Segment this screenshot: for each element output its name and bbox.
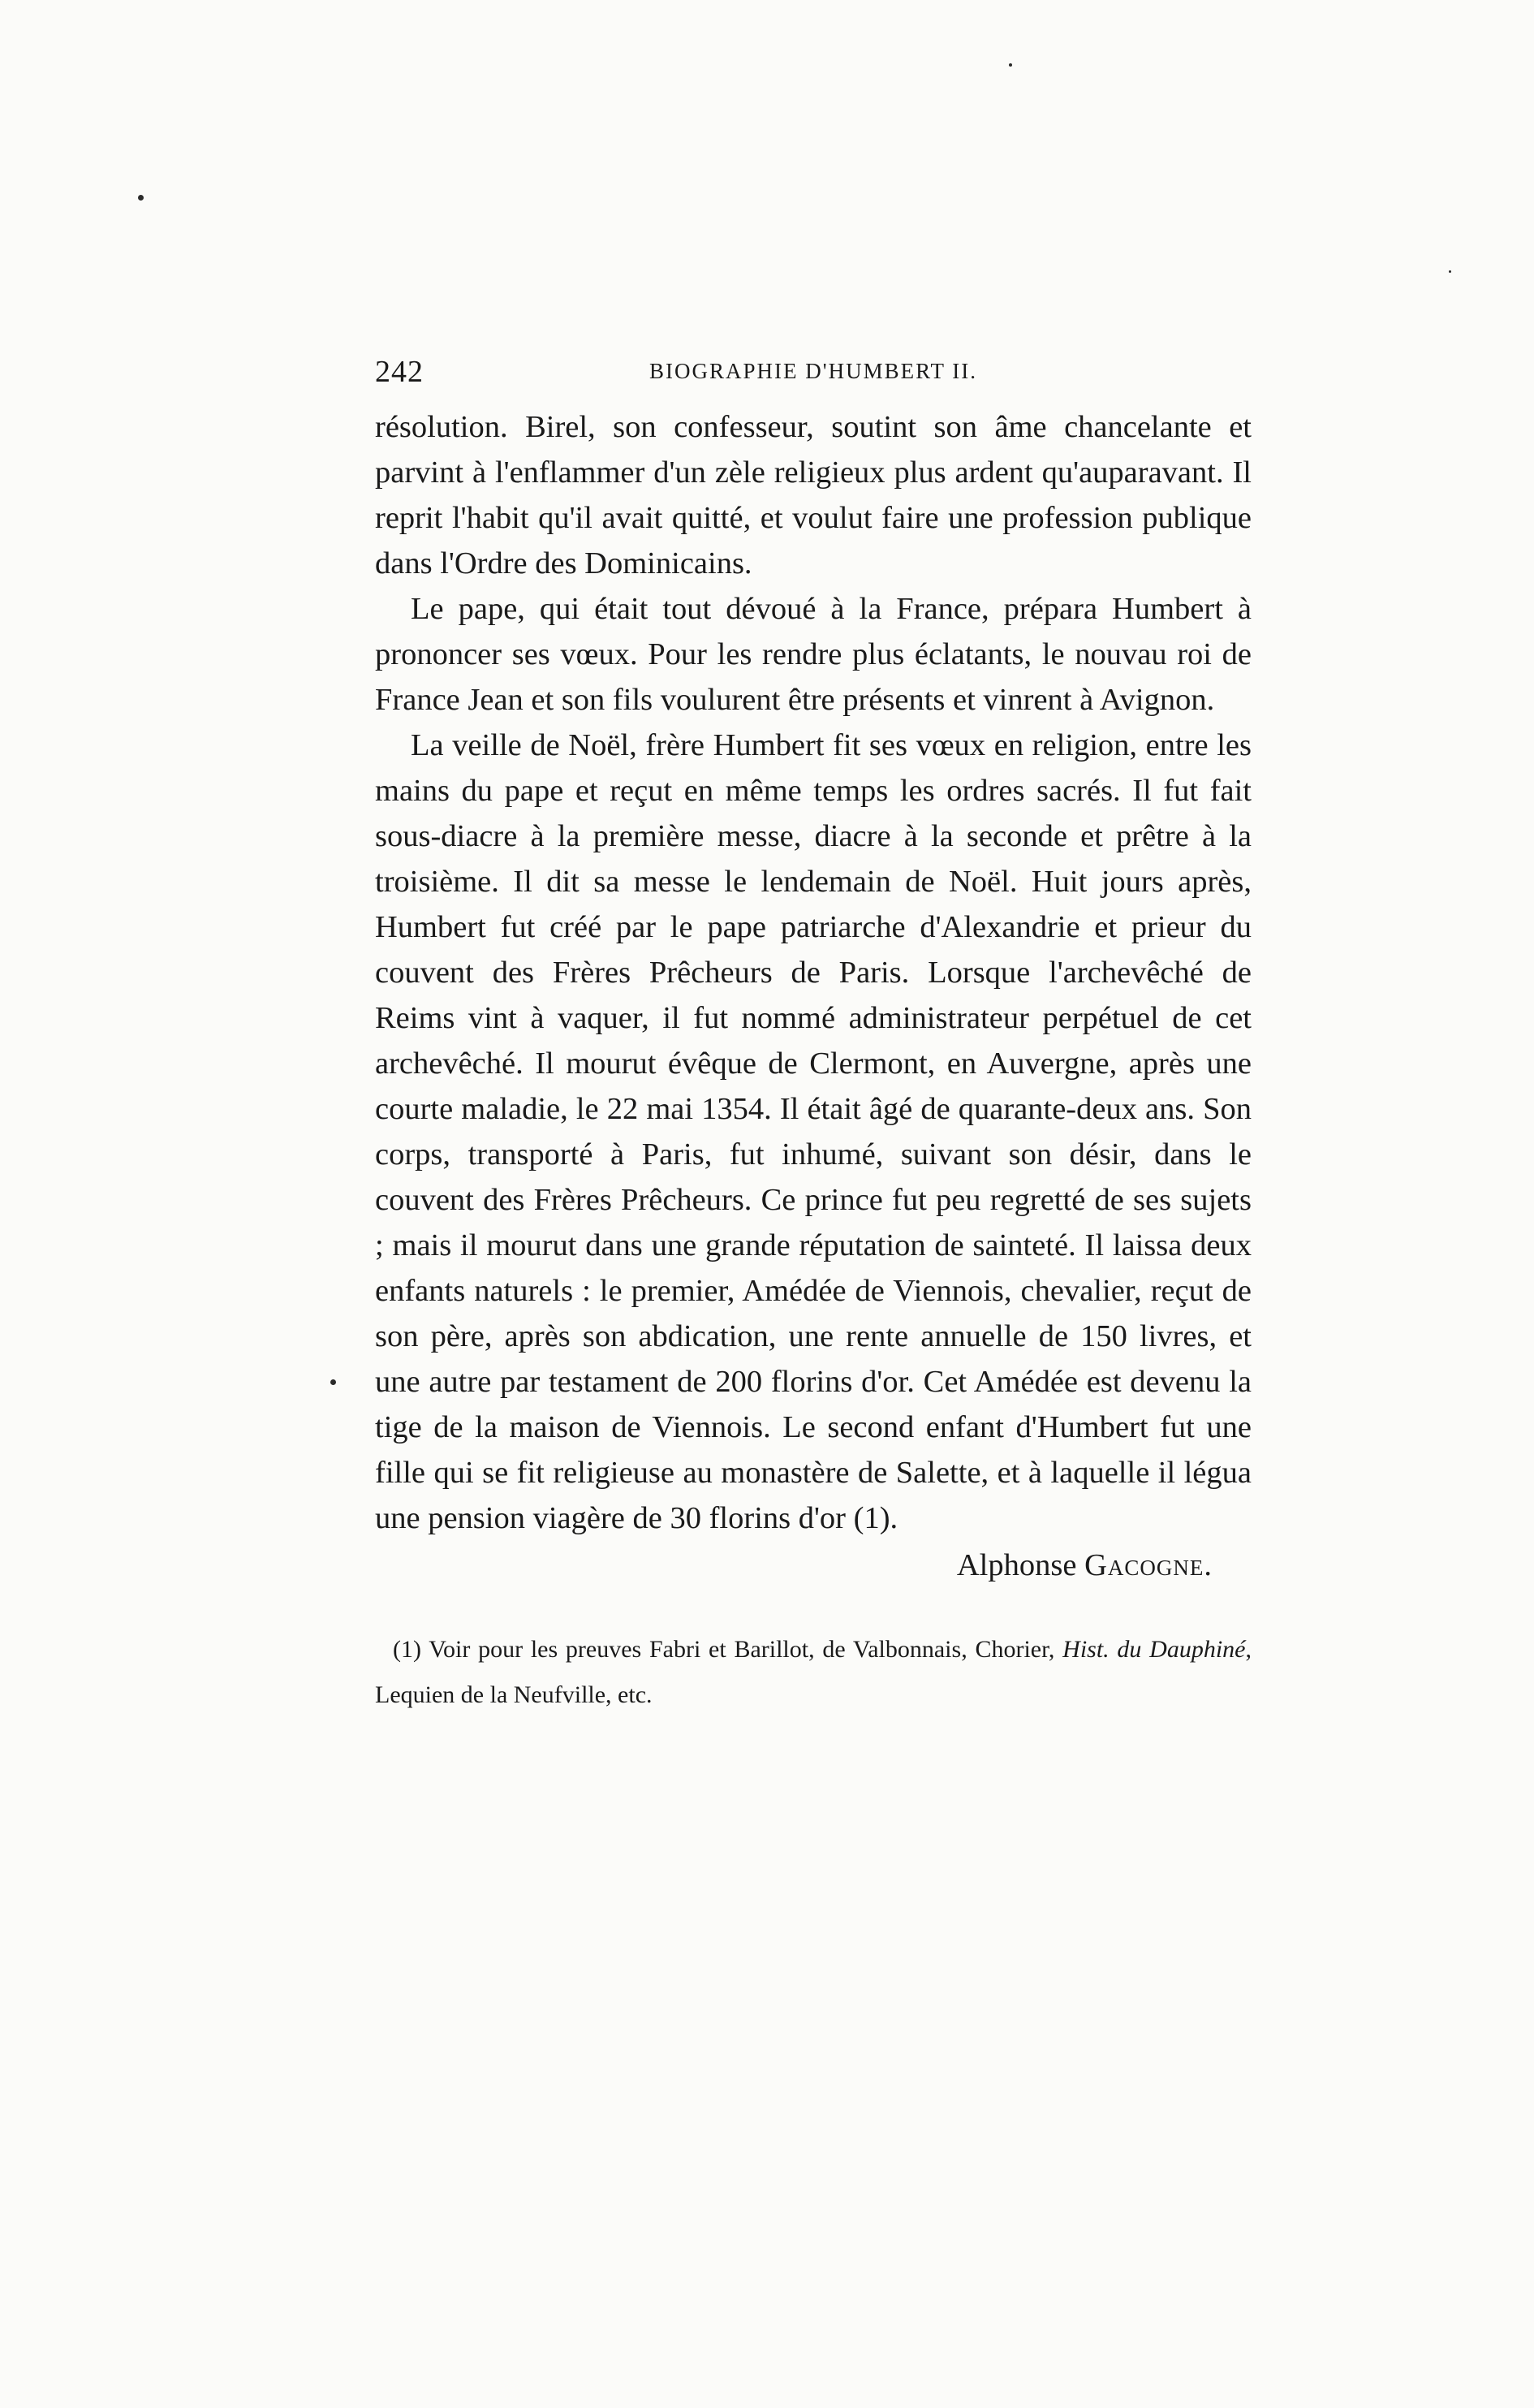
scan-speck	[330, 1379, 336, 1385]
scan-speck	[1009, 63, 1012, 67]
book-page	[375, 354, 1252, 1718]
body-text	[375, 404, 1252, 1588]
scan-speck	[1449, 270, 1451, 273]
paragraph: résolution. Birel, son confesseur, soutint son âme chancelante et parvint à l'enflammer d'un zèle religieux plus ardent qu'auparavant. Il reprit l'habit qu'il avait quitté, et voulut faire une profession publique dans l'Ordre des Dominicains.	[375, 410, 1252, 580]
running-head	[375, 354, 1252, 404]
paragraph: La veille de Noël, frère Humbert fit ses vœux en religion, entre les mains du pape et reçut en même temps les ordres sacrés. Il fut fait sous-diacre à la première messe, diacre à la seconde et prêtre à la troisième. Il dit sa messe le lendemain de Noël. Huit jours après, Humbert fut créé par le pape patriarche d'Alexandrie et prieur du couvent des Frères Prêcheurs de Paris. Lorsque l'archevêché de Reims vint à vaquer, il fut nommé administrateur perpétuel de cet archevêché. Il mourut évêque de Clermont, en Auvergne, après une courte maladie, le 22 mai 1354. Il était âgé de quarante-deux ans. Son corps, transporté à Paris, fut inhumé, suivant son désir, dans le couvent des Frères Prêcheurs. Ce prince fut peu regretté de ses sujets ; mais il mourut dans une grande réputation de sainteté. Il laissa deux enfants naturels : le premier, Amédée de Viennois, chevalier, reçut de son père, après son abdication, une rente annuelle de 150 livres, et une autre par testament de 200 florins d'or. Cet Amédée est devenu la tige de la maison de Viennois. Le second enfant d'Humbert fut une fille qui se fit religieuse au monastère de Salette, et à laquelle il légua une pension viagère de 30 florins d'or (1).	[375, 728, 1252, 1535]
footnote-text-end: , Lequien de la Neufville, etc.	[375, 1636, 1252, 1708]
author-surname: Gacogne.	[1084, 1548, 1213, 1582]
author-signature	[375, 1543, 1252, 1588]
author-given-name: Alphonse	[956, 1548, 1077, 1582]
paragraph: Le pape, qui était tout dévoué à la France, prépara Humbert à prononcer ses vœux. Pour les rendre plus éclatants, le nouvau roi de France Jean et son fils voulurent être présents et vinrent à Avignon.	[375, 592, 1252, 717]
running-title: BIOGRAPHIE D'HUMBERT II.	[649, 359, 977, 383]
footnote-text: Voir pour les preuves Fabri et Barillot, de Valbonnais, Chorier,	[429, 1636, 1055, 1663]
footnote	[375, 1627, 1252, 1718]
footnote-italic-title: Hist. du Dauphiné	[1062, 1636, 1246, 1663]
page-number: 242	[375, 355, 424, 389]
scan-speck	[138, 195, 144, 201]
footnote-marker: (1)	[393, 1636, 421, 1663]
